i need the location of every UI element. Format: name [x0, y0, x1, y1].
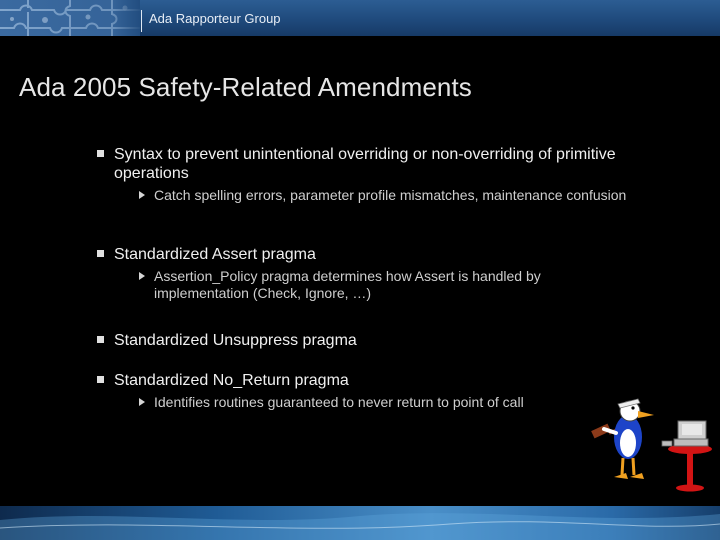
- bullet-item: [114, 245, 634, 264]
- slide-title: Ada 2005 Safety-Related Amendments: [19, 72, 472, 102]
- footer-band: [0, 506, 720, 540]
- arrow-bullet-icon: [139, 398, 145, 406]
- bullet-text: Standardized Assert pragma: [114, 246, 316, 263]
- square-bullet-icon: [97, 150, 104, 157]
- bullet-text: Standardized No_Return pragma: [114, 372, 349, 389]
- sub-bullet-text: Catch spelling errors, parameter profile mismatches, maintenance confusion: [154, 187, 627, 203]
- square-bullet-icon: [97, 376, 104, 383]
- bullet-text: Syntax to prevent unintentional overriding or non-overriding of primitive operations: [114, 146, 616, 182]
- bullet-item: [114, 145, 634, 183]
- sub-bullet-text: Assertion_Policy pragma determines how Assert is handled by implementation (Check, Ignore, …): [154, 268, 541, 301]
- arrow-bullet-icon: [139, 191, 145, 199]
- bullet-item: [114, 371, 634, 390]
- square-bullet-icon: [97, 336, 104, 343]
- group-name: Ada Rapporteur Group: [149, 11, 281, 26]
- sub-bullet-item: [154, 187, 634, 204]
- sub-bullet-item: [154, 268, 634, 302]
- sub-bullet-item: [154, 394, 634, 411]
- footer-wave-decoration: [0, 506, 720, 540]
- ada-duck-mascot-icon: [578, 395, 720, 495]
- square-bullet-icon: [97, 250, 104, 257]
- arrow-bullet-icon: [139, 272, 145, 280]
- sub-bullet-text: Identifies routines guaranteed to never return to point of call: [154, 394, 524, 410]
- bullet-item: [114, 331, 634, 350]
- bullet-text: Standardized Unsuppress pragma: [114, 332, 357, 349]
